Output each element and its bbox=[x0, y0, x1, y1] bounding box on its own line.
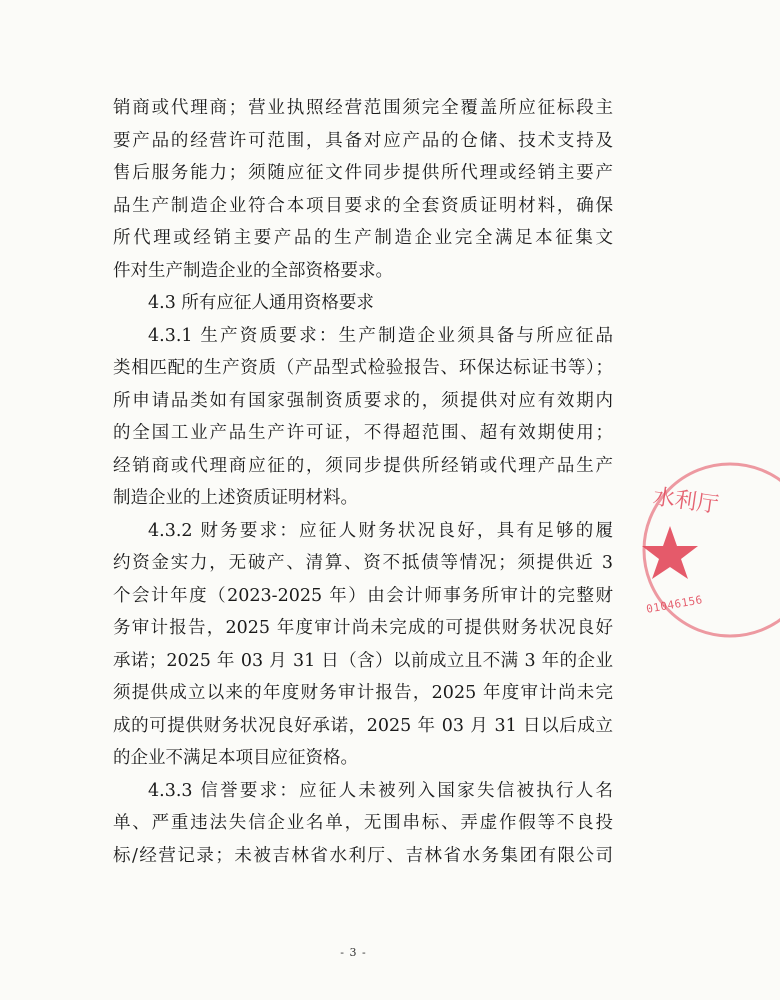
text-line-23: 单、严重违法失信企业名单，无围串标、弄虚作假等不良投 bbox=[113, 813, 613, 833]
text-line-18: 承诺；2025 年 03 月 31 日（含）以前成立且不满 3 年的企业 bbox=[113, 650, 613, 671]
text-line-10: 所申请品类如有国家强制资质要求的，须提供对应有效期内 bbox=[113, 390, 613, 411]
star-icon bbox=[642, 526, 698, 579]
text-line-2: 要产品的经营许可范围，具备对应产品的仓储、技术支持及 bbox=[113, 130, 613, 151]
document-body bbox=[113, 92, 613, 872]
text-line-21: 的企业不满足本项目应征资格。 bbox=[113, 748, 358, 768]
text-line-22: 4.3.3 信誉要求：应征人未被列入国家失信被执行人名 bbox=[148, 780, 613, 801]
text-line-4: 品生产制造企业符合本项目要求的全套资质证明材料，确保 bbox=[113, 195, 613, 216]
text-line-20: 成的可提供财务状况良好承诺，2025 年 03 月 31 日以后成立 bbox=[113, 715, 613, 736]
text-line-1: 销商或代理商；营业执照经营范围须完全覆盖所应征标段主 bbox=[113, 98, 613, 118]
text-line-17: 务审计报告，2025 年度审计尚未完成的可提供财务状况良好 bbox=[113, 618, 613, 638]
text-line-8: 4.3.1 生产资质要求：生产制造企业须具备与所应征品 bbox=[148, 325, 613, 346]
text-line-12: 经销商或代理商应征的，须同步提供所经销或代理产品生产 bbox=[113, 455, 613, 476]
text-line-3: 售后服务能力；须随应征文件同步提供所代理或经销主要产 bbox=[113, 163, 613, 183]
text-line-19: 须提供成立以来的年度财务审计报告，2025 年度审计尚未完 bbox=[113, 683, 613, 703]
seal-title: 水利厅 bbox=[651, 484, 721, 519]
seal-code: 01046156 bbox=[645, 593, 704, 616]
text-line-5: 所代理或经销主要产品的生产制造企业完全满足本征集文 bbox=[113, 228, 613, 248]
text-line-11: 的全国工业产品生产许可证，不得超范围、超有效期使用； bbox=[113, 423, 613, 443]
text-line-14: 4.3.2 财务要求：应征人财务状况良好，具有足够的履 bbox=[148, 520, 613, 541]
text-line-16: 个会计年度（2023-2025 年）由会计师事务所审计的完整财 bbox=[113, 585, 613, 606]
text-line-15: 约资金实力，无破产、清算、资不抵债等情况；须提供近 3 bbox=[113, 553, 613, 573]
text-line-9: 类相匹配的生产资质（产品型式检验报告、环保达标证书等）； bbox=[113, 358, 613, 378]
section-heading-4-3: 4.3 所有应征人通用资格要求 bbox=[148, 293, 374, 313]
page-number: - 3 - bbox=[340, 946, 367, 959]
text-line-6: 件对生产制造企业的全部资格要求。 bbox=[113, 260, 393, 281]
text-line-24: 标/经营记录；未被吉林省水利厅、吉林省水务集团有限公司 bbox=[113, 845, 613, 866]
official-seal bbox=[640, 470, 780, 630]
text-line-13: 制造企业的上述资质证明材料。 bbox=[113, 488, 358, 508]
